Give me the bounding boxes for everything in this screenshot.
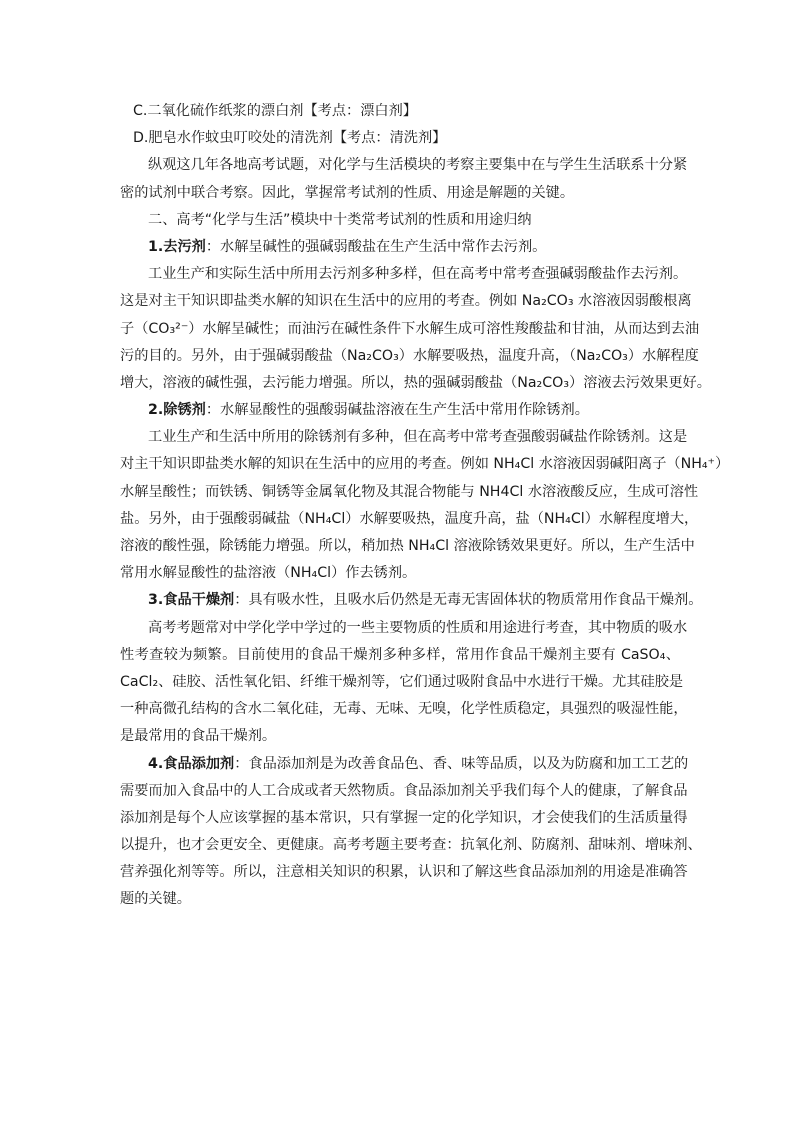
item-heading: 2.除锈剂 (148, 402, 206, 419)
item-definition: ：水解显酸性的强酸弱碱盐溶液在生产生活中常用作除锈剂。 (205, 402, 589, 419)
paragraph-line: 溶液的酸性强，除锈能力增强。所以，稍加热 NH₄Cl 溶液除锈效果更好。所以，生产生活中 (120, 538, 695, 554)
paragraph-line: 增大，溶液的碱性强，去污能力增强。所以，热的强碱弱酸盐（Na₂CO₃）溶液去污效果更好。 (120, 374, 711, 391)
item-heading-line (120, 234, 680, 261)
paragraph-line: CaCl₂、硅胶、活性氧化铝、纤维干燥剂等，它们通过吸附食品中水进行干燥。尤其硅胶是 (120, 673, 684, 690)
paragraph-line: 一种高微孔结构的含水二氧化硅，无毒、无味、无嗅，化学性质稳定，具强烈的吸湿性能， (120, 701, 688, 718)
option-d: D.肥皂水作蚊虫叮咬处的清洗剂【考点：清洗剂】 (133, 130, 447, 147)
summary-line: 密的试剂中联合考察。因此，掌握常考试剂的性质、用途是解题的关键。 (120, 184, 575, 201)
document-body (120, 98, 730, 914)
paragraph-line: 对主干知识即盐类水解的知识在生活中的应用的考查。例如 NH₄Cl 水溶液因弱碱阳离子（NH₄⁺） (120, 456, 730, 473)
paragraph-line: 以提升，也才会更安全、更健康。高考考题主要考查：抗氧化剂、防腐剂、甜味剂、增味剂、 (120, 837, 702, 854)
paragraph-line: 子（CO₃²⁻）水解呈碱性；而油污在碱性条件下水解生成可溶性羧酸盐和甘油，从而达到去油 (120, 320, 700, 337)
paragraph-line: 污的目的。另外，由于强碱弱酸盐（Na₂CO₃）水解要吸热，温度升高，（Na₂CO₃）水解程度 (120, 347, 699, 364)
paragraph-line: 题的关键。 (120, 891, 191, 908)
item-definition: ：水解呈碱性的强碱弱酸盐在生产生活中常作去污剂。 (205, 238, 547, 255)
paragraph-line: 常用水解显酸性的盐溶液（NH₄Cl）作去锈剂。 (120, 565, 417, 582)
paragraph-line: 性考查较为频繁。目前使用的食品干燥剂多种多样，常用作食品干燥剂主要有 CaSO₄、 (120, 646, 680, 663)
item-heading-line (120, 397, 680, 424)
section-title: 二、高考“化学与生活”模块中十类常考试剂的性质和用途归纳 (148, 211, 532, 228)
item-definition: ：食品添加剂是为改善食品色、香、味等品质，以及为防腐和加工工艺的 (234, 755, 689, 772)
item-heading-line (120, 751, 689, 778)
paragraph-line: 工业生产和实际生活中所用去污剂多种多样，但在高考中常考查强碱弱酸盐作去污剂。 (148, 266, 688, 283)
item-heading: 3.食品干燥剂 (148, 592, 235, 609)
paragraph-line: 工业生产和生活中所用的除锈剂有多种，但在高考中常考查强酸弱碱盐作除锈剂。这是 (148, 429, 688, 446)
paragraph-line: 高考考题常对中学化学中学过的一些主要物质的性质和用途进行考查，其中物质的吸水 (148, 619, 688, 636)
item-definition: ：具有吸水性，且吸水后仍然是无毒无害固体状的物质常用作食品干燥剂。 (234, 592, 703, 609)
option-c: C.二氧化硫作纸浆的漂白剂【考点：漂白剂】 (133, 103, 417, 119)
item-heading: 1.去污剂 (148, 238, 206, 255)
paragraph-line: 水解呈酸性；而铁锈、铜锈等金属氧化物及其混合物能与 NH4Cl 水溶液酸反应，生成可溶性 (120, 483, 699, 500)
item-heading: 4.食品添加剂 (148, 755, 235, 772)
paragraph-line: 营养强化剂等等。所以，注意相关知识的积累，认识和了解这些食品添加剂的用途是准确答 (120, 864, 688, 881)
paragraph-line: 是最常用的食品干燥剂。 (120, 728, 277, 745)
paragraph-line: 添加剂是每个人应该掌握的基本常识，只有掌握一定的化学知识，才会使我们的生活质量得 (120, 809, 688, 826)
summary-line: 纵观这几年各地高考试题，对化学与生活模块的考察主要集中在与学生生活联系十分紧 (148, 157, 688, 174)
paragraph-line: 这是对主干知识即盐类水解的知识在生活中的应用的考查。例如 Na₂CO₃ 水溶液因弱酸根离 (120, 293, 692, 310)
paragraph-line: 盐。另外，由于强酸弱碱盐（NH₄Cl）水解要吸热，温度升高，盐（NH₄Cl）水解程度增大， (120, 510, 699, 527)
paragraph-line: 需要而加入食品中的人工合成或者天然物质。食品添加剂关乎我们每个人的健康，了解食品 (120, 782, 688, 799)
item-heading-line (120, 587, 703, 614)
